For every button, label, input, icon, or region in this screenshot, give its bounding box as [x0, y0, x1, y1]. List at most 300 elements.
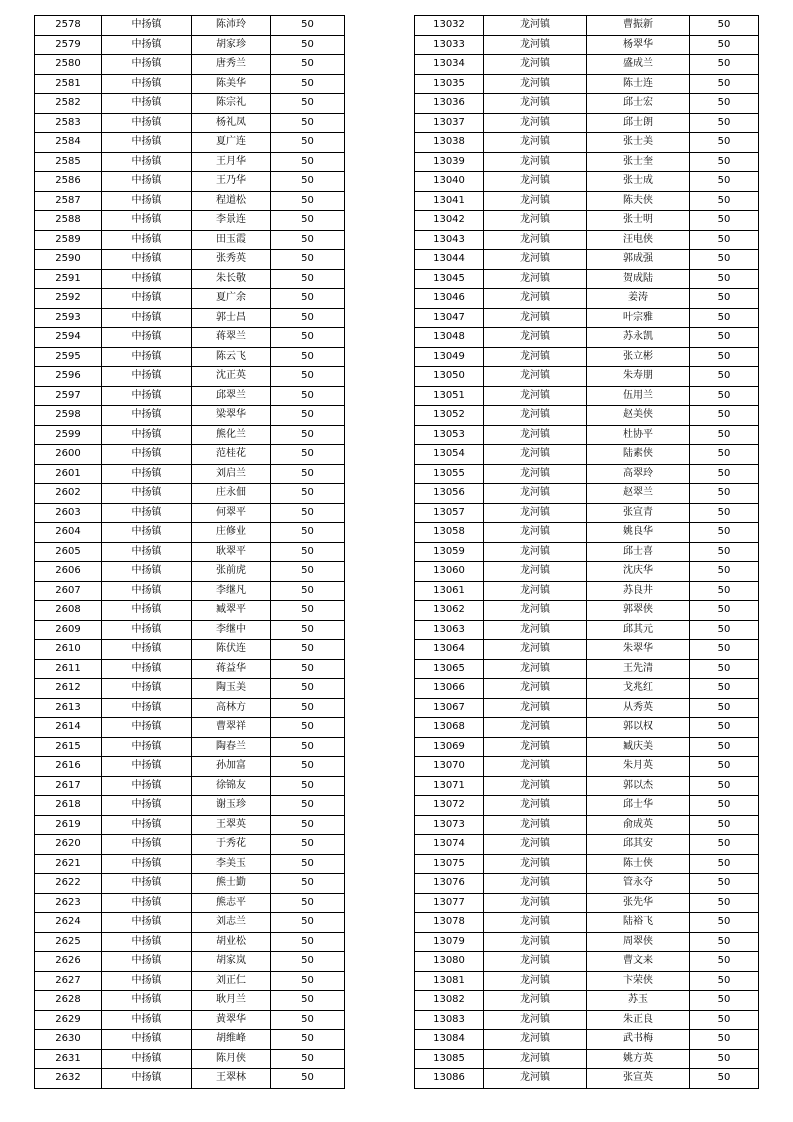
amount-cell: 50	[690, 854, 759, 874]
amount-cell: 50	[690, 445, 759, 465]
town-cell: 龙河镇	[484, 835, 587, 855]
name-cell: 王翠林	[192, 1069, 271, 1089]
serial-number-cell: 2610	[35, 640, 102, 660]
amount-cell: 50	[690, 152, 759, 172]
amount-cell: 50	[271, 386, 345, 406]
serial-number-cell: 13083	[415, 1010, 484, 1030]
town-cell: 中扬镇	[102, 640, 192, 660]
serial-number-cell: 2618	[35, 796, 102, 816]
name-cell: 俞成英	[587, 815, 690, 835]
table-row	[35, 640, 345, 660]
town-cell: 龙河镇	[484, 308, 587, 328]
table-row	[415, 269, 759, 289]
town-cell: 中扬镇	[102, 230, 192, 250]
serial-number-cell: 13040	[415, 172, 484, 192]
name-cell: 张士成	[587, 172, 690, 192]
table-row	[35, 35, 345, 55]
serial-number-cell: 13056	[415, 484, 484, 504]
left-roster-body	[35, 16, 345, 1089]
table-row	[35, 874, 345, 894]
name-cell: 朱正良	[587, 1010, 690, 1030]
table-row	[35, 718, 345, 738]
amount-cell: 50	[271, 289, 345, 309]
name-cell: 盛成兰	[587, 55, 690, 75]
town-cell: 龙河镇	[484, 913, 587, 933]
name-cell: 庄永佃	[192, 484, 271, 504]
amount-cell: 50	[271, 503, 345, 523]
amount-cell: 50	[690, 679, 759, 699]
name-cell: 熊化兰	[192, 425, 271, 445]
serial-number-cell: 13073	[415, 815, 484, 835]
amount-cell: 50	[271, 601, 345, 621]
town-cell: 龙河镇	[484, 776, 587, 796]
name-cell: 谢玉珍	[192, 796, 271, 816]
name-cell: 陈士连	[587, 74, 690, 94]
town-cell: 龙河镇	[484, 874, 587, 894]
town-cell: 中扬镇	[102, 835, 192, 855]
serial-number-cell: 2609	[35, 620, 102, 640]
table-row	[415, 347, 759, 367]
amount-cell: 50	[271, 269, 345, 289]
amount-cell: 50	[690, 113, 759, 133]
town-cell: 龙河镇	[484, 503, 587, 523]
table-row	[35, 913, 345, 933]
name-cell: 黄翠华	[192, 1010, 271, 1030]
table-row	[415, 425, 759, 445]
table-row	[35, 1049, 345, 1069]
name-cell: 臧庆美	[587, 737, 690, 757]
serial-number-cell: 2595	[35, 347, 102, 367]
name-cell: 张士美	[587, 133, 690, 153]
name-cell: 朱长敬	[192, 269, 271, 289]
table-row	[415, 874, 759, 894]
serial-number-cell: 2614	[35, 718, 102, 738]
amount-cell: 50	[271, 932, 345, 952]
town-cell: 龙河镇	[484, 289, 587, 309]
table-row	[415, 562, 759, 582]
town-cell: 中扬镇	[102, 659, 192, 679]
table-row	[35, 601, 345, 621]
amount-cell: 50	[690, 503, 759, 523]
amount-cell: 50	[271, 757, 345, 777]
amount-cell: 50	[271, 796, 345, 816]
table-row	[415, 932, 759, 952]
serial-number-cell: 13035	[415, 74, 484, 94]
table-row	[35, 250, 345, 270]
town-cell: 龙河镇	[484, 35, 587, 55]
serial-number-cell: 13068	[415, 718, 484, 738]
amount-cell: 50	[271, 250, 345, 270]
serial-number-cell: 13048	[415, 328, 484, 348]
town-cell: 龙河镇	[484, 640, 587, 660]
serial-number-cell: 13041	[415, 191, 484, 211]
town-cell: 中扬镇	[102, 35, 192, 55]
serial-number-cell: 13082	[415, 991, 484, 1011]
town-cell: 中扬镇	[102, 425, 192, 445]
name-cell: 唐秀兰	[192, 55, 271, 75]
serial-number-cell: 13079	[415, 932, 484, 952]
table-row	[415, 718, 759, 738]
serial-number-cell: 13032	[415, 16, 484, 36]
town-cell: 龙河镇	[484, 16, 587, 36]
name-cell: 陈伏连	[192, 640, 271, 660]
amount-cell: 50	[690, 893, 759, 913]
amount-cell: 50	[271, 347, 345, 367]
amount-cell: 50	[690, 74, 759, 94]
town-cell: 龙河镇	[484, 406, 587, 426]
amount-cell: 50	[690, 35, 759, 55]
name-cell: 高翠玲	[587, 464, 690, 484]
name-cell: 赵翠兰	[587, 484, 690, 504]
amount-cell: 50	[271, 445, 345, 465]
serial-number-cell: 2584	[35, 133, 102, 153]
town-cell: 中扬镇	[102, 347, 192, 367]
name-cell: 杨礼凤	[192, 113, 271, 133]
amount-cell: 50	[271, 1010, 345, 1030]
town-cell: 龙河镇	[484, 328, 587, 348]
name-cell: 李美玉	[192, 854, 271, 874]
name-cell: 田玉霞	[192, 230, 271, 250]
amount-cell: 50	[690, 952, 759, 972]
amount-cell: 50	[271, 874, 345, 894]
town-cell: 中扬镇	[102, 406, 192, 426]
serial-number-cell: 13050	[415, 367, 484, 387]
serial-number-cell: 13084	[415, 1030, 484, 1050]
table-row	[415, 445, 759, 465]
serial-number-cell: 2629	[35, 1010, 102, 1030]
serial-number-cell: 2590	[35, 250, 102, 270]
town-cell: 中扬镇	[102, 854, 192, 874]
amount-cell: 50	[690, 133, 759, 153]
amount-cell: 50	[690, 367, 759, 387]
name-cell: 姜涛	[587, 289, 690, 309]
serial-number-cell: 2632	[35, 1069, 102, 1089]
name-cell: 张士明	[587, 211, 690, 231]
amount-cell: 50	[690, 211, 759, 231]
town-cell: 龙河镇	[484, 1069, 587, 1089]
name-cell: 沈庆华	[587, 562, 690, 582]
town-cell: 龙河镇	[484, 659, 587, 679]
serial-number-cell: 2613	[35, 698, 102, 718]
name-cell: 曹翠祥	[192, 718, 271, 738]
amount-cell: 50	[690, 932, 759, 952]
amount-cell: 50	[690, 425, 759, 445]
name-cell: 苏永凯	[587, 328, 690, 348]
serial-number-cell: 2596	[35, 367, 102, 387]
town-cell: 中扬镇	[102, 289, 192, 309]
right-roster-table	[414, 15, 759, 1089]
amount-cell: 50	[690, 1010, 759, 1030]
town-cell: 龙河镇	[484, 679, 587, 699]
name-cell: 王翠英	[192, 815, 271, 835]
table-row	[35, 776, 345, 796]
name-cell: 郭士昌	[192, 308, 271, 328]
serial-number-cell: 2597	[35, 386, 102, 406]
amount-cell: 50	[271, 308, 345, 328]
town-cell: 龙河镇	[484, 698, 587, 718]
name-cell: 熊士勤	[192, 874, 271, 894]
serial-number-cell: 13042	[415, 211, 484, 231]
town-cell: 中扬镇	[102, 269, 192, 289]
name-cell: 邱士华	[587, 796, 690, 816]
table-row	[415, 1069, 759, 1089]
serial-number-cell: 13059	[415, 542, 484, 562]
table-row	[35, 269, 345, 289]
amount-cell: 50	[271, 854, 345, 874]
table-row	[415, 406, 759, 426]
town-cell: 龙河镇	[484, 581, 587, 601]
town-cell: 龙河镇	[484, 269, 587, 289]
amount-cell: 50	[271, 620, 345, 640]
town-cell: 龙河镇	[484, 55, 587, 75]
amount-cell: 50	[271, 172, 345, 192]
table-row	[415, 367, 759, 387]
amount-cell: 50	[690, 230, 759, 250]
serial-number-cell: 13053	[415, 425, 484, 445]
amount-cell: 50	[690, 94, 759, 114]
table-row	[35, 796, 345, 816]
name-cell: 胡维峰	[192, 1030, 271, 1050]
amount-cell: 50	[690, 776, 759, 796]
name-cell: 郭以权	[587, 718, 690, 738]
name-cell: 武书梅	[587, 1030, 690, 1050]
name-cell: 范桂花	[192, 445, 271, 465]
amount-cell: 50	[690, 815, 759, 835]
serial-number-cell: 2594	[35, 328, 102, 348]
town-cell: 龙河镇	[484, 796, 587, 816]
table-row	[35, 172, 345, 192]
table-row	[415, 328, 759, 348]
town-cell: 龙河镇	[484, 815, 587, 835]
name-cell: 张前虎	[192, 562, 271, 582]
name-cell: 张宣英	[587, 1069, 690, 1089]
table-row	[415, 776, 759, 796]
amount-cell: 50	[690, 250, 759, 270]
serial-number-cell: 2622	[35, 874, 102, 894]
name-cell: 卞荣侠	[587, 971, 690, 991]
serial-number-cell: 2600	[35, 445, 102, 465]
table-row	[415, 250, 759, 270]
town-cell: 中扬镇	[102, 971, 192, 991]
name-cell: 胡家岚	[192, 952, 271, 972]
serial-number-cell: 13064	[415, 640, 484, 660]
town-cell: 龙河镇	[484, 74, 587, 94]
table-row	[415, 211, 759, 231]
town-cell: 中扬镇	[102, 464, 192, 484]
name-cell: 杨翠华	[587, 35, 690, 55]
amount-cell: 50	[271, 230, 345, 250]
amount-cell: 50	[271, 776, 345, 796]
town-cell: 龙河镇	[484, 484, 587, 504]
name-cell: 郭成强	[587, 250, 690, 270]
town-cell: 中扬镇	[102, 503, 192, 523]
table-row	[35, 952, 345, 972]
table-row	[415, 737, 759, 757]
table-row	[415, 601, 759, 621]
amount-cell: 50	[271, 640, 345, 660]
town-cell: 龙河镇	[484, 425, 587, 445]
town-cell: 龙河镇	[484, 94, 587, 114]
table-row	[415, 289, 759, 309]
serial-number-cell: 13078	[415, 913, 484, 933]
name-cell: 蒋翠兰	[192, 328, 271, 348]
town-cell: 中扬镇	[102, 367, 192, 387]
name-cell: 姚方英	[587, 1049, 690, 1069]
town-cell: 中扬镇	[102, 211, 192, 231]
serial-number-cell: 2608	[35, 601, 102, 621]
serial-number-cell: 13054	[415, 445, 484, 465]
town-cell: 龙河镇	[484, 113, 587, 133]
serial-number-cell: 13066	[415, 679, 484, 699]
amount-cell: 50	[690, 601, 759, 621]
table-row	[415, 464, 759, 484]
town-cell: 中扬镇	[102, 152, 192, 172]
town-cell: 龙河镇	[484, 932, 587, 952]
table-row	[35, 152, 345, 172]
table-row	[35, 971, 345, 991]
town-cell: 中扬镇	[102, 484, 192, 504]
name-cell: 赵美侠	[587, 406, 690, 426]
serial-number-cell: 2630	[35, 1030, 102, 1050]
amount-cell: 50	[690, 542, 759, 562]
serial-number-cell: 2581	[35, 74, 102, 94]
serial-number-cell: 13039	[415, 152, 484, 172]
table-row	[35, 991, 345, 1011]
amount-cell: 50	[271, 698, 345, 718]
amount-cell: 50	[271, 425, 345, 445]
amount-cell: 50	[271, 679, 345, 699]
name-cell: 李继中	[192, 620, 271, 640]
amount-cell: 50	[271, 581, 345, 601]
name-cell: 张秀英	[192, 250, 271, 270]
table-row	[415, 133, 759, 153]
town-cell: 龙河镇	[484, 737, 587, 757]
town-cell: 龙河镇	[484, 464, 587, 484]
table-row	[35, 1010, 345, 1030]
serial-number-cell: 2612	[35, 679, 102, 699]
town-cell: 中扬镇	[102, 718, 192, 738]
serial-number-cell: 13034	[415, 55, 484, 75]
serial-number-cell: 2627	[35, 971, 102, 991]
table-row	[35, 94, 345, 114]
town-cell: 中扬镇	[102, 932, 192, 952]
name-cell: 陆素侠	[587, 445, 690, 465]
name-cell: 邱士喜	[587, 542, 690, 562]
amount-cell: 50	[690, 308, 759, 328]
name-cell: 熊志平	[192, 893, 271, 913]
serial-number-cell: 2591	[35, 269, 102, 289]
name-cell: 于秀花	[192, 835, 271, 855]
amount-cell: 50	[271, 74, 345, 94]
serial-number-cell: 13062	[415, 601, 484, 621]
serial-number-cell: 2585	[35, 152, 102, 172]
serial-number-cell: 13060	[415, 562, 484, 582]
town-cell: 龙河镇	[484, 211, 587, 231]
amount-cell: 50	[271, 562, 345, 582]
town-cell: 中扬镇	[102, 94, 192, 114]
amount-cell: 50	[271, 406, 345, 426]
town-cell: 中扬镇	[102, 328, 192, 348]
town-cell: 中扬镇	[102, 893, 192, 913]
town-cell: 中扬镇	[102, 1010, 192, 1030]
left-roster-table	[34, 15, 345, 1089]
table-row	[35, 289, 345, 309]
town-cell: 中扬镇	[102, 250, 192, 270]
table-row	[35, 464, 345, 484]
serial-number-cell: 13043	[415, 230, 484, 250]
amount-cell: 50	[271, 191, 345, 211]
name-cell: 郭翠侠	[587, 601, 690, 621]
table-row	[415, 55, 759, 75]
table-row	[415, 815, 759, 835]
table-row	[415, 952, 759, 972]
name-cell: 陈夫侠	[587, 191, 690, 211]
town-cell: 中扬镇	[102, 913, 192, 933]
amount-cell: 50	[271, 328, 345, 348]
amount-cell: 50	[271, 211, 345, 231]
table-row	[35, 55, 345, 75]
name-cell: 李景连	[192, 211, 271, 231]
table-row	[415, 620, 759, 640]
name-cell: 陈云飞	[192, 347, 271, 367]
table-row	[415, 835, 759, 855]
table-row	[35, 698, 345, 718]
town-cell: 中扬镇	[102, 445, 192, 465]
amount-cell: 50	[271, 464, 345, 484]
name-cell: 张先华	[587, 893, 690, 913]
table-row	[415, 542, 759, 562]
name-cell: 杜协平	[587, 425, 690, 445]
name-cell: 贺成陆	[587, 269, 690, 289]
table-row	[35, 347, 345, 367]
serial-number-cell: 13072	[415, 796, 484, 816]
table-row	[35, 445, 345, 465]
name-cell: 从秀英	[587, 698, 690, 718]
name-cell: 庄修业	[192, 523, 271, 543]
town-cell: 龙河镇	[484, 445, 587, 465]
serial-number-cell: 13077	[415, 893, 484, 913]
name-cell: 王乃华	[192, 172, 271, 192]
amount-cell: 50	[690, 386, 759, 406]
name-cell: 苏良井	[587, 581, 690, 601]
serial-number-cell: 13063	[415, 620, 484, 640]
table-row	[35, 406, 345, 426]
amount-cell: 50	[690, 328, 759, 348]
amount-cell: 50	[690, 464, 759, 484]
table-row	[35, 581, 345, 601]
amount-cell: 50	[690, 523, 759, 543]
serial-number-cell: 2601	[35, 464, 102, 484]
town-cell: 中扬镇	[102, 776, 192, 796]
town-cell: 中扬镇	[102, 796, 192, 816]
name-cell: 朱月英	[587, 757, 690, 777]
town-cell: 中扬镇	[102, 581, 192, 601]
town-cell: 龙河镇	[484, 620, 587, 640]
amount-cell: 50	[271, 94, 345, 114]
table-row	[35, 757, 345, 777]
serial-number-cell: 13075	[415, 854, 484, 874]
town-cell: 中扬镇	[102, 386, 192, 406]
name-cell: 王月华	[192, 152, 271, 172]
amount-cell: 50	[690, 16, 759, 36]
town-cell: 龙河镇	[484, 562, 587, 582]
town-cell: 中扬镇	[102, 620, 192, 640]
name-cell: 孙加富	[192, 757, 271, 777]
name-cell: 伍用兰	[587, 386, 690, 406]
town-cell: 龙河镇	[484, 367, 587, 387]
amount-cell: 50	[271, 484, 345, 504]
town-cell: 中扬镇	[102, 523, 192, 543]
